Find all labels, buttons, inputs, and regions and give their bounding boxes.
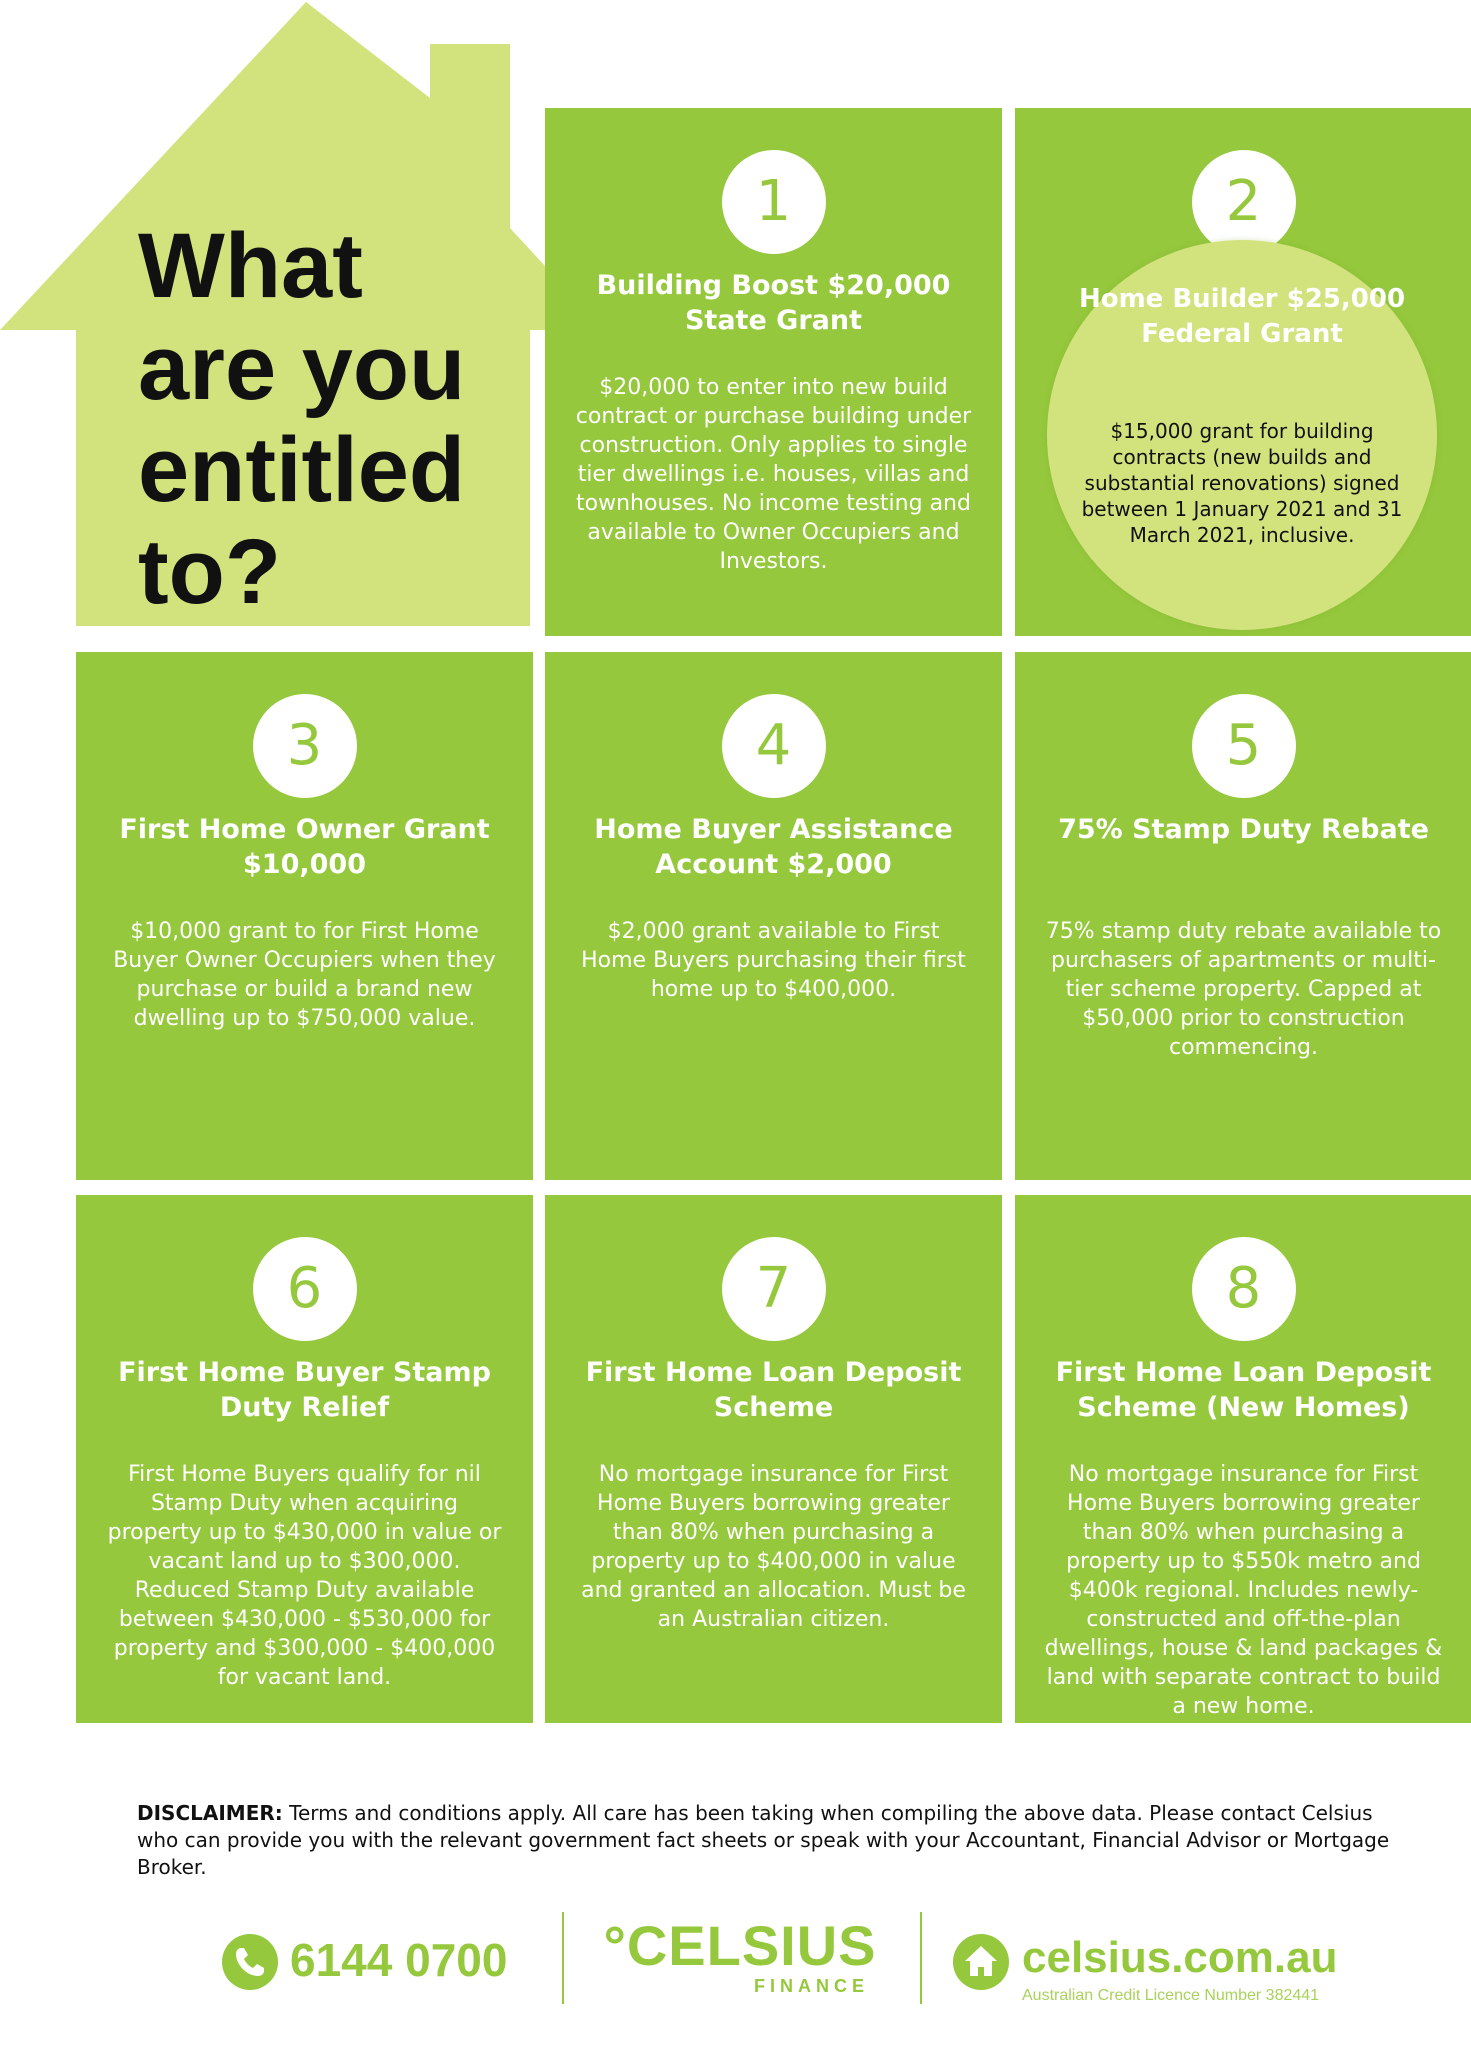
website-link[interactable]: celsius.com.au: [1022, 1933, 1338, 1982]
phone-number-link[interactable]: 6144 0700: [290, 1934, 508, 1986]
number-badge: 5: [1192, 694, 1296, 798]
headline-line-2: are you: [138, 317, 466, 419]
overlay-title: Home Builder $25,000 Federal Grant: [1078, 284, 1406, 349]
home-icon: [953, 1934, 1009, 1990]
disclaimer-label: DISCLAIMER:: [137, 1801, 283, 1825]
grant-card-7: [545, 1195, 1002, 1723]
headline-line-3: entitled: [138, 419, 466, 521]
card-body: No mortgage insurance for First Home Buyers borrowing greater than 80% when purchasing a property up to $400,000 in value and granted an allocation. Must be an Australian citizen.: [581, 1462, 966, 1632]
card-body: $20,000 to enter into new build contract or purchase building under construction. Only applies to single tier dwellings i.e. houses, villas and townhouses. No income testing and available to Owner Occupiers and Investors.: [575, 375, 972, 574]
celsius-logo: [595, 1916, 885, 1996]
headline: [138, 215, 558, 623]
grant-card-6: [76, 1195, 533, 1723]
card-title: Building Boost $20,000 State Grant: [596, 270, 951, 336]
number-badge: 7: [722, 1237, 826, 1341]
headline-line-1: What: [138, 215, 363, 317]
card-title: Home Buyer Assistance Account $2,000: [594, 814, 953, 880]
grant-card-4: [545, 652, 1002, 1180]
card-title: First Home Buyer Stamp Duty Relief: [118, 1357, 491, 1423]
card-title: 75% Stamp Duty Rebate: [1058, 814, 1429, 845]
brand-sub: FINANCE: [754, 1976, 869, 1996]
card-body: First Home Buyers qualify for nil Stamp Duty when acquiring property up to $430,000 in value or vacant land up to $300,000. Reduced Stamp Duty available between $430,000 - $530,000 for property and $300,000 - $400,000 for vacant land.: [107, 1462, 502, 1690]
card-body: $2,000 grant available to First Home Buyers purchasing their first home up to $400,000.: [581, 919, 966, 1002]
number-badge: 3: [253, 694, 357, 798]
disclaimer: [137, 1800, 1397, 1881]
home-builder-overlay: [1047, 240, 1437, 630]
licence-text: Australian Credit Licence Number 382441: [1022, 1987, 1320, 2004]
card-body: 75% stamp duty rebate available to purchasers of apartments or multi-tier scheme property. Capped at $50,000 prior to construction commencing.: [1045, 919, 1442, 1060]
number-badge: 6: [253, 1237, 357, 1341]
headline-line-4: to?: [138, 521, 282, 623]
number-badge: 1: [722, 150, 826, 254]
number-badge: 2: [1192, 150, 1296, 254]
footer-divider: [562, 1912, 564, 2004]
number-badge: 4: [722, 694, 826, 798]
grant-card-5: [1015, 652, 1471, 1180]
number-badge: 8: [1192, 1237, 1296, 1341]
grant-card-1: [545, 108, 1002, 636]
card-title: First Home Loan Deposit Scheme (New Homes): [1055, 1357, 1432, 1423]
grant-card-8: [1015, 1195, 1471, 1723]
grant-card-3: [76, 652, 533, 1180]
footer-divider: [920, 1912, 922, 2004]
card-title: First Home Loan Deposit Scheme: [585, 1357, 962, 1423]
card-body: $10,000 grant to for First Home Buyer Owner Occupiers when they purchase or build a brand new dwelling up to $750,000 value.: [113, 919, 496, 1031]
brand-name: °CELSIUS: [603, 1914, 877, 1977]
phone-icon: [222, 1934, 278, 1990]
card-title: First Home Owner Grant $10,000: [119, 814, 490, 880]
card-body: No mortgage insurance for First Home Buyers borrowing greater than 80% when purchasing a property up to $550k metro and $400k regional. Includes newly-constructed and off-the-plan dwellings, house & land packages & land with separate contract to build a new home.: [1044, 1462, 1443, 1719]
overlay-body: $15,000 grant for building contracts (new builds and substantial renovations) signed between 1 January 2021 and 31 March 2021, inclusive.: [1081, 419, 1403, 547]
disclaimer-text: Terms and conditions apply. All care has been taking when compiling the above data. Please contact Celsius who can provide you with the relevant government fact sheets or speak with your Accountant, Financial Advisor or Mortgage Broker.: [137, 1801, 1390, 1879]
